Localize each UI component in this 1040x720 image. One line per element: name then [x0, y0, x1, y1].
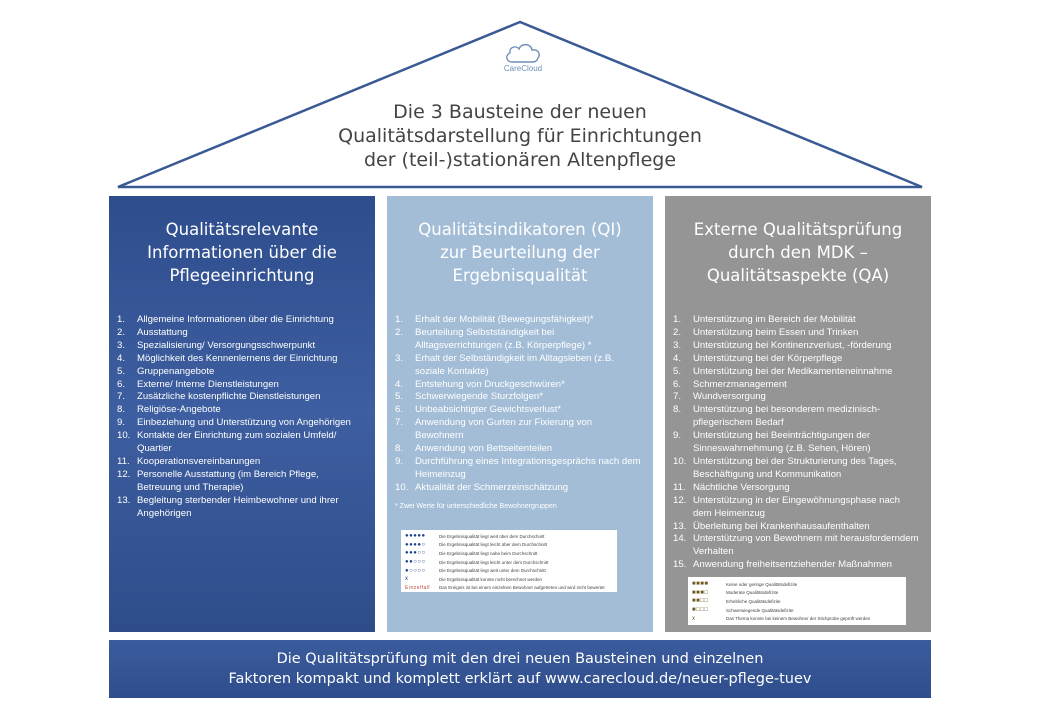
list-item	[673, 495, 921, 521]
column-title-line: Qualitätsrelevante	[165, 220, 319, 239]
list-item-number: 8.	[117, 404, 126, 416]
legend-label: Die Ergebnisqualität liegt weit über dem Durchschnitt	[439, 533, 545, 539]
legend-row	[405, 558, 613, 567]
list-item	[673, 391, 921, 404]
legend-label: Das Thema konnte bei keinem Bewohner der Stichprobe geprüft werden	[726, 616, 871, 622]
list-item-number: 7.	[673, 391, 682, 403]
list-item-text: Unbeabsichtigter Gewichtsverlust*	[415, 404, 562, 416]
title-line: der (teil-)stationären Altenpflege	[363, 149, 677, 171]
legend-symbol: ●○○○○	[405, 567, 426, 574]
column-title-line: Qualitätsindikatoren (QI)	[418, 220, 622, 239]
legend-symbol: x	[405, 576, 409, 583]
list-item-number: 1.	[395, 314, 404, 325]
list-item-number: 6.	[395, 404, 404, 416]
legend-label: Schwerwiegende Qualitätsdefizite	[726, 607, 794, 613]
legend-symbol: ■■■■	[692, 581, 709, 588]
list-item	[673, 404, 921, 430]
column-title-line: Informationen über die	[147, 243, 337, 262]
list-item-text: Zusätzliche kostenpflichte Dienstleistungen	[137, 391, 321, 403]
legend-row	[405, 532, 613, 541]
list-item-text: Schmerzmanagement	[693, 378, 787, 390]
list-item-text: Externe/ Interne Dienstleistungen	[137, 378, 279, 390]
list-item-number: 8.	[395, 443, 404, 455]
list-item-number: 13.	[673, 520, 687, 532]
footer-banner	[109, 640, 931, 698]
list-item-text: Durchführung eines Integrationsgesprächs nach dem Heimeinzug	[415, 455, 641, 480]
list-item-text: Unterstützung im Bereich der Mobilität	[693, 314, 856, 325]
list-item-text: Anwendung von Bettseitenteilen	[415, 443, 553, 455]
list-item-number: 4.	[673, 352, 682, 364]
list-item	[395, 327, 643, 353]
list-item	[117, 391, 365, 404]
title-line: Die 3 Bausteine der neuen	[393, 101, 647, 123]
list-item-text: Begleitung sterbender Heimbewohner und ihrer Angehörigen	[137, 494, 339, 519]
list-item-text: Entstehung von Druckgeschwüren*	[415, 378, 565, 390]
column-title-line: Pflegeeinrichtung	[169, 266, 315, 285]
list-item	[673, 327, 921, 340]
list-item	[395, 417, 643, 443]
column-title-line: durch den MDK –	[728, 243, 868, 262]
column-title	[665, 196, 931, 296]
list-item-text: Möglichkeit des Kennenlernens der Einrichtung	[137, 352, 338, 364]
list-item	[117, 327, 365, 340]
list-item	[673, 430, 921, 456]
legend-row	[692, 606, 902, 615]
list-item-number: 4.	[117, 352, 126, 364]
list-item	[395, 353, 643, 379]
list-item	[117, 417, 365, 430]
list-item-number: 13.	[117, 494, 131, 506]
legend-row	[692, 580, 902, 589]
column-external-audit	[665, 196, 931, 632]
list-item	[395, 379, 643, 392]
column-title-line: zur Beurteilung der	[440, 243, 600, 262]
legend-row	[405, 549, 613, 558]
list-item-number: 9.	[673, 430, 682, 442]
list-item-text: Religiöse-Angebote	[137, 404, 221, 416]
list-item-number: 3.	[673, 339, 682, 351]
legend-symbol: ●●●○○	[405, 550, 426, 557]
title-line: Qualitätsdarstellung für Einrichtungen	[338, 125, 702, 147]
column-general-info	[109, 196, 375, 632]
list-item	[117, 340, 365, 353]
list-item-number: 9.	[117, 417, 126, 429]
legend-symbol: ■■■□	[692, 589, 709, 596]
list-item	[395, 482, 643, 495]
column-title	[387, 196, 653, 296]
column-title-line: Externe Qualitätsprüfung	[693, 220, 903, 239]
list-item	[117, 314, 365, 327]
list-item-number: 1.	[673, 314, 682, 325]
legend-label: Keine oder geringe Qualitätsdefizite	[726, 581, 798, 587]
list-item-number: 2.	[673, 326, 682, 338]
list-item	[117, 366, 365, 379]
list-item	[395, 391, 643, 404]
list-item-number: 3.	[117, 339, 126, 351]
list-item-text: Aktualität der Schmerzeinschätzung	[415, 481, 569, 493]
legend-symbol: ■■□□	[692, 598, 709, 605]
logo-text: CareCloud	[503, 64, 543, 73]
list-item-text: Unterstützung bei der Körperpflege	[693, 352, 843, 364]
list-item	[673, 482, 921, 495]
list-item	[395, 443, 643, 456]
list-item	[673, 366, 921, 379]
list-item	[395, 456, 643, 482]
legend-row	[405, 541, 613, 550]
column-list	[387, 314, 653, 495]
legend-label: Moderate Qualitätsdefizite	[726, 590, 779, 596]
list-item-number: 11.	[673, 481, 686, 493]
legend-row	[405, 584, 613, 593]
legend-symbol: ■□□□	[692, 607, 709, 614]
legend-label: Die Ergebnisqualität liegt nahe beim Durchschnitt	[439, 550, 538, 556]
list-item-text: Erhalt der Selbständigkeit im Alltagsleben (z.B. soziale Kontakte)	[415, 352, 614, 377]
legend-symbol: Einzelfall	[405, 584, 431, 591]
legend-label: Erhebliche Qualitätsdefizite	[726, 598, 781, 604]
list-item-text: Unterstützung von Bewohnern mit herausforderndem Verhalten	[693, 533, 919, 558]
list-item-number: 2.	[395, 326, 404, 338]
list-item-text: Unterstützung beim Essen und Trinken	[693, 326, 859, 338]
column-title-line: Ergebnisqualität	[452, 266, 588, 285]
legend-label: Die Ergebnisqualität liegt weit unter dem Durchschnitt	[439, 568, 546, 574]
legend-label: Die Ergebnisqualität konnte nicht berechnet werden	[439, 576, 543, 582]
list-item-text: Beurteilung Selbstständigkeit bei Alltagsverrichtungen (z.B. Körperpflege) *	[415, 326, 592, 351]
list-item-number: 5.	[117, 365, 126, 377]
list-item-number: 10.	[395, 481, 409, 493]
list-item-text: Spezialisierung/ Versorgungsschwerpunkt	[137, 339, 316, 351]
list-item	[673, 340, 921, 353]
list-item-text: Unterstützung bei besonderem medizinisch-pflegerischem Bedarf	[693, 404, 881, 429]
list-item-number: 7.	[395, 417, 404, 429]
column-list	[109, 314, 375, 521]
list-item-text: Unterstützung bei der Strukturierung des Tages, Beschäftigung und Kommunikation	[693, 455, 897, 480]
list-item	[117, 456, 365, 469]
footer-line: Die Qualitätsprüfung mit den drei neuen Bausteinen und einzelnen	[276, 651, 764, 667]
legend-symbol: ●●●●○	[405, 541, 426, 548]
list-item	[673, 456, 921, 482]
list-item-text: Überleitung bei Krankenhausaufenthalten	[693, 520, 870, 532]
list-item-number: 9.	[395, 455, 404, 467]
list-item	[673, 353, 921, 366]
list-item-text: Unterstützung in der Eingewöhnungsphase nach dem Heimeinzug	[693, 494, 900, 519]
list-item-text: Unterstützung bei Beeinträchtigungen der Sinneswahrnehmung (z.B. Sehen, Hören)	[693, 430, 871, 455]
list-item-number: 4.	[395, 378, 404, 390]
list-item-number: 5.	[673, 365, 682, 377]
list-item-text: Allgemeine Informationen über die Einrichtung	[137, 314, 334, 325]
list-item-number: 10.	[117, 430, 131, 442]
footer-line: Faktoren kompakt und komplett erklärt auf www.carecloud.de/neuer-pflege-tuev	[228, 671, 812, 687]
list-item-text: Nächtliche Versorgung	[693, 481, 790, 493]
list-item	[117, 353, 365, 366]
legend-symbol: x	[692, 615, 696, 622]
legend-row	[692, 614, 902, 623]
list-item-number: 12.	[117, 468, 131, 480]
list-item	[117, 495, 365, 521]
list-item-number: 11.	[117, 455, 130, 467]
legend-label: Die Ergebnisqualität liegt leicht über dem Durchschnitt	[439, 542, 548, 548]
qi-legend	[401, 530, 617, 592]
list-item-number: 2.	[117, 326, 126, 338]
list-item-text: Kooperationsvereinbarungen	[137, 455, 261, 467]
list-item-text: Erhalt der Mobilität (Bewegungsfähigkeit)*	[415, 314, 594, 325]
list-item	[117, 469, 365, 495]
legend-row	[692, 597, 902, 606]
list-item-number: 5.	[395, 391, 404, 403]
cloud-icon	[503, 40, 543, 66]
list-item-number: 10.	[673, 455, 687, 467]
legend-row	[405, 575, 613, 584]
list-item-text: Unterstützung bei der Medikamenteneinnahme	[693, 365, 893, 377]
list-item-number: 3.	[395, 352, 404, 364]
column-title	[109, 196, 375, 296]
list-item-text: Anwendung freiheitsentziehender Maßnahmen	[693, 559, 892, 571]
list-item-number: 8.	[673, 404, 682, 416]
list-item-number: 12.	[673, 494, 687, 506]
list-item	[673, 314, 921, 327]
legend-label: Das Ereignis ist bei einem einzelnen Bewohner aufgetreten und wird nicht bewertet	[439, 585, 605, 591]
list-item-text: Schwerwiegende Sturzfolgen*	[415, 391, 543, 403]
footnote: * Zwei Werte für unterschiedliche Bewohnergruppen	[395, 502, 557, 510]
column-list	[665, 314, 931, 572]
list-item-text: Anwendung von Gurten zur Fixierung von Bewohnern	[415, 417, 593, 442]
qa-legend	[688, 577, 906, 625]
legend-row	[405, 566, 613, 575]
list-item	[673, 559, 921, 572]
legend-symbol: ●●●●●	[405, 533, 426, 540]
list-item-text: Kontakte der Einrichtung zum sozialen Umfeld/ Quartier	[137, 430, 337, 455]
list-item-number: 7.	[117, 391, 126, 403]
list-item	[673, 533, 921, 559]
legend-symbol: ●●○○○	[405, 559, 426, 566]
list-item-text: Personelle Ausstattung (im Bereich Pflege, Betreuung und Therapie)	[137, 468, 319, 493]
list-item-text: Gruppenangebote	[137, 365, 215, 377]
list-item	[673, 379, 921, 392]
list-item-text: Wundversorgung	[693, 391, 766, 403]
list-item	[117, 430, 365, 456]
list-item-text: Einbeziehung und Unterstützung von Angehörigen	[137, 417, 351, 429]
list-item-text: Unterstützung bei Kontinenzverlust, -förderung	[693, 339, 892, 351]
list-item-text: Ausstattung	[137, 326, 188, 338]
list-item-number: 14.	[673, 533, 687, 545]
list-item-number: 6.	[673, 378, 682, 390]
page-title	[300, 100, 740, 172]
list-item	[117, 379, 365, 392]
carecloud-logo	[495, 40, 551, 82]
list-item	[117, 404, 365, 417]
legend-label: Die Ergebnisqualität liegt leicht unter dem Durchschnitt	[439, 559, 549, 565]
list-item-number: 15.	[673, 559, 687, 571]
list-item-number: 1.	[117, 314, 126, 325]
list-item	[395, 404, 643, 417]
list-item	[673, 521, 921, 534]
column-title-line: Qualitätsaspekte (QA)	[706, 266, 890, 285]
legend-row	[692, 589, 902, 598]
list-item-number: 6.	[117, 378, 126, 390]
list-item	[395, 314, 643, 327]
